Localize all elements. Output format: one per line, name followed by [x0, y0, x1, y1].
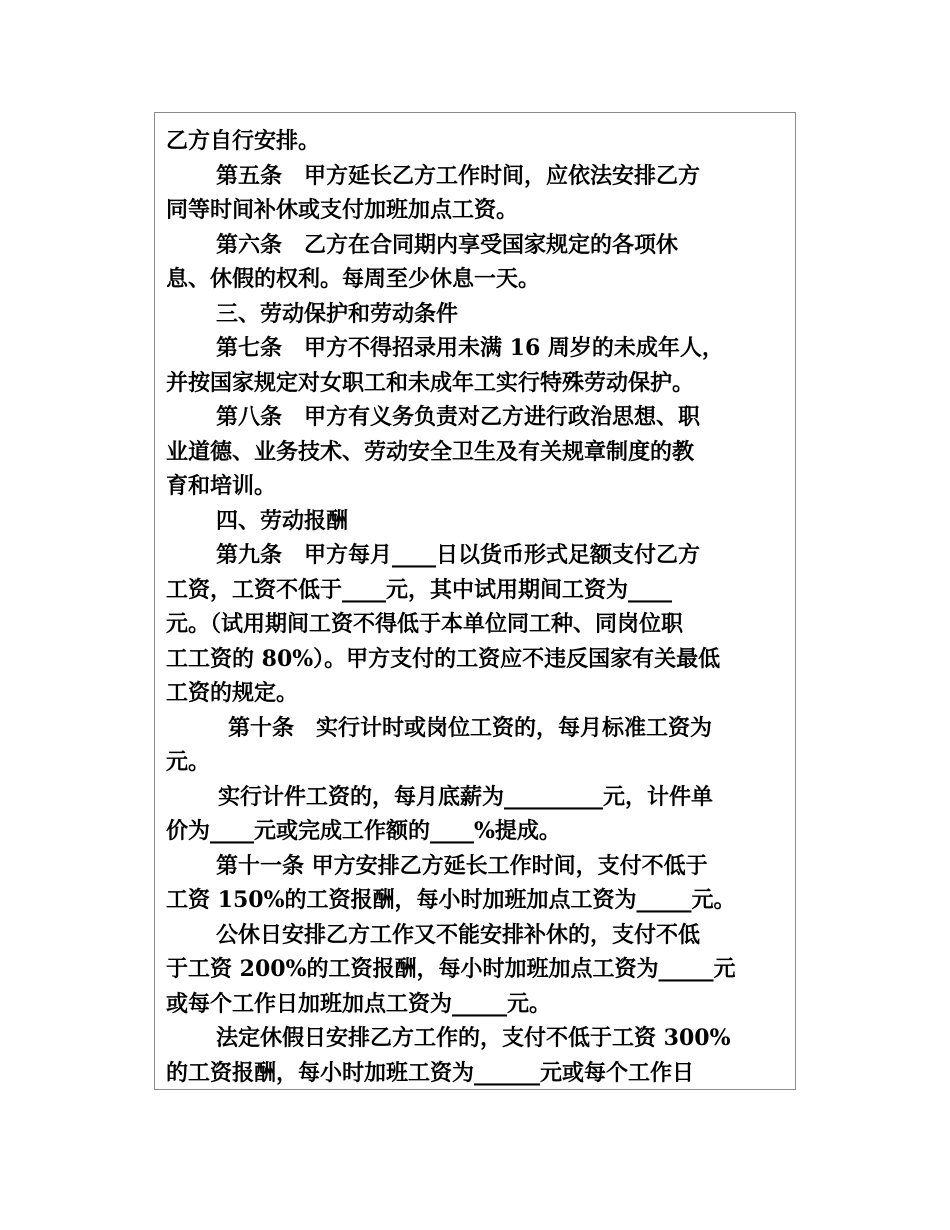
text-line: 或每个工作日加班加点工资为_____元。: [166, 990, 552, 1017]
article-9-heading: 第九条 甲方每月____日以货币形式足额支付乙方: [216, 542, 701, 568]
article-6-heading: 第六条 乙方在合同期内享受国家规定的各项休: [216, 231, 679, 258]
article-11-heading: 第十一条 甲方安排乙方延长工作时间，支付不低于: [216, 852, 708, 879]
document-body: [166, 124, 790, 1090]
text-line: 工工资的 80%）。甲方支付的工资应不违反国家有关最低: [166, 645, 721, 672]
article-7-heading: 第七条 甲方不得招录用未满 16 周岁的未成年人，: [216, 335, 724, 361]
text-line: 价为____元或完成工作额的____%提成。: [166, 818, 561, 844]
text-line: 工资 150%的工资报酬，每小时加班加点工资为_____元。: [166, 887, 736, 913]
text-line: 并按国家规定对女职工和未成年工实行特殊劳动保护。: [166, 369, 695, 396]
text-line: 业道德、业务技术、劳动安全卫生及有关规章制度的教: [166, 438, 695, 465]
rest-day-paragraph: 公休日安排乙方工作又不能安排补休的，支付不低: [216, 921, 701, 948]
text-line: 乙方自行安排。: [166, 128, 321, 154]
article-8-heading: 第八条 甲方有义务负责对乙方进行政治思想、职: [216, 404, 701, 430]
text-line: 元。（试用期间工资不得低于本单位同工种、同岗位职: [166, 611, 684, 637]
text-line: 的工资报酬，每小时加班工资为______元或每个工作日: [166, 1059, 695, 1086]
text-line: 工资的规定。: [166, 680, 299, 706]
text-line: 育和培训。: [166, 473, 277, 499]
section-4-heading: 四、劳动报酬: [216, 507, 349, 534]
text-line: 于工资 200%的工资报酬，每小时加班加点工资为_____元: [166, 956, 736, 982]
piecework-paragraph: 实行计件工资的，每月底薪为_________元，计件单: [218, 783, 714, 810]
holiday-paragraph: 法定休假日安排乙方工作的，支付不低于工资 300%: [216, 1025, 731, 1051]
text-line: 息、休假的权利。每周至少休息一天。: [166, 266, 541, 292]
text-line: 元。: [166, 749, 211, 775]
text-line: 工资，工资不低于____元，其中试用期间工资为____: [166, 576, 673, 603]
article-5-heading: 第五条 甲方延长乙方工作时间，应依法安排乙方: [216, 162, 701, 189]
article-10-heading: 第十条 实行计时或岗位工资的，每月标准工资为: [228, 714, 713, 741]
text-line: 同等时间补休或支付加班加点工资。: [166, 197, 519, 223]
section-3-heading: 三、劳动保护和劳动条件: [216, 300, 459, 327]
